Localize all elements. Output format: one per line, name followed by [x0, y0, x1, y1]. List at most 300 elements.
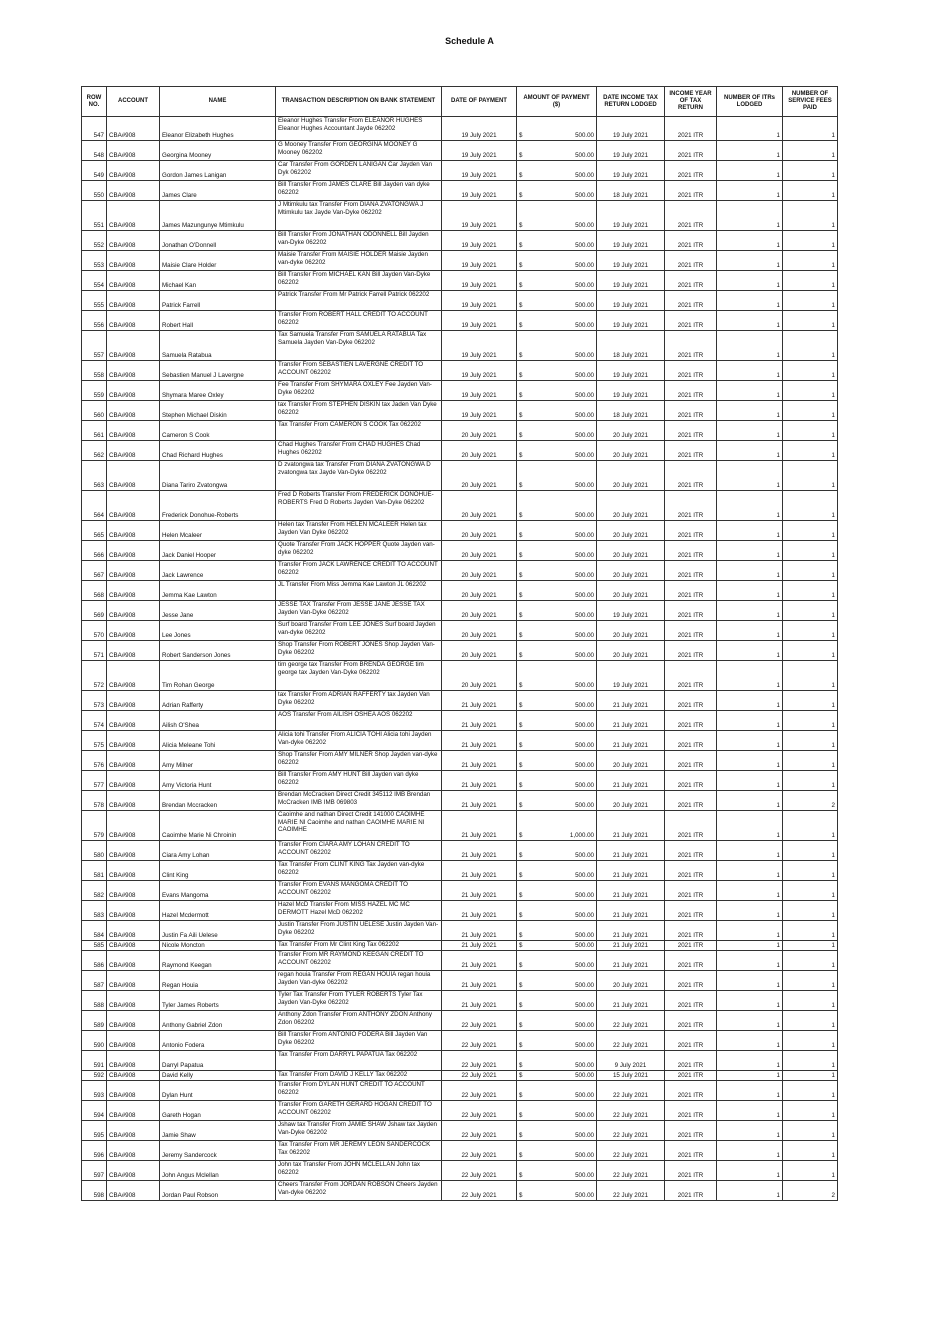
- lodged-date-cell: 20 July 2021: [597, 441, 665, 461]
- name-cell: Nicole Moncton: [160, 941, 276, 951]
- itrs-lodged-cell: 1: [717, 751, 783, 771]
- lodged-date-cell: 19 July 2021: [597, 161, 665, 181]
- description-cell: tim george tax Transfer From BRENDA GEORGE tim george tax Jayden Van-Dyke 062202: [276, 661, 442, 691]
- amount-value: 500.00: [575, 512, 594, 520]
- table-row: [82, 641, 838, 661]
- account-cell: CBA#908: [107, 711, 160, 731]
- row-number: 579: [82, 811, 107, 841]
- table-row: [82, 811, 838, 841]
- name-cell: Justin Fa Aili Uelese: [160, 921, 276, 941]
- name-cell: Regan Houia: [160, 971, 276, 991]
- payment-date-cell: 20 July 2021: [442, 641, 517, 661]
- name-cell: James Clare: [160, 181, 276, 201]
- header-name: NAME: [160, 87, 276, 117]
- service-fees-cell: 1: [783, 1101, 838, 1121]
- currency-symbol: $: [519, 652, 523, 660]
- name-cell: Gordon James Lanigan: [160, 161, 276, 181]
- amount-value: 500.00: [575, 962, 594, 970]
- itrs-lodged-cell: 1: [717, 971, 783, 991]
- amount-value: 500.00: [575, 892, 594, 900]
- account-cell: CBA#908: [107, 791, 160, 811]
- income-year-cell: 2021 ITR: [665, 601, 717, 621]
- itrs-lodged-cell: 1: [717, 691, 783, 711]
- itrs-lodged-cell: 1: [717, 1011, 783, 1031]
- account-cell: CBA#908: [107, 811, 160, 841]
- lodged-date-cell: 22 July 2021: [597, 1181, 665, 1201]
- service-fees-cell: 1: [783, 901, 838, 921]
- row-number: 575: [82, 731, 107, 751]
- account-cell: CBA#908: [107, 1161, 160, 1181]
- service-fees-cell: 1: [783, 621, 838, 641]
- payment-date-cell: 19 July 2021: [442, 231, 517, 251]
- lodged-date-cell: 9 July 2021: [597, 1051, 665, 1071]
- service-fees-cell: 1: [783, 991, 838, 1011]
- payment-date-cell: 20 July 2021: [442, 661, 517, 691]
- amount-cell: [517, 141, 597, 161]
- account-cell: CBA#908: [107, 251, 160, 271]
- row-number: 551: [82, 201, 107, 231]
- table-row: [82, 921, 838, 941]
- amount-value: 500.00: [575, 572, 594, 580]
- lodged-date-cell: 19 July 2021: [597, 141, 665, 161]
- row-number: 547: [82, 117, 107, 141]
- service-fees-cell: 1: [783, 1161, 838, 1181]
- service-fees-cell: 1: [783, 921, 838, 941]
- row-number: 561: [82, 421, 107, 441]
- amount-cell: [517, 841, 597, 861]
- account-cell: CBA#908: [107, 271, 160, 291]
- payment-date-cell: 21 July 2021: [442, 951, 517, 971]
- lodged-date-cell: 22 July 2021: [597, 1031, 665, 1051]
- service-fees-cell: 1: [783, 811, 838, 841]
- lodged-date-cell: 20 July 2021: [597, 641, 665, 661]
- table-row: [82, 201, 838, 231]
- amount-cell: [517, 1121, 597, 1141]
- income-year-cell: 2021 ITR: [665, 271, 717, 291]
- currency-symbol: $: [519, 1092, 523, 1100]
- income-year-cell: 2021 ITR: [665, 731, 717, 751]
- name-cell: Hazel Mcdermott: [160, 901, 276, 921]
- income-year-cell: 2021 ITR: [665, 861, 717, 881]
- itrs-lodged-cell: 1: [717, 161, 783, 181]
- currency-symbol: $: [519, 872, 523, 880]
- service-fees-cell: 1: [783, 751, 838, 771]
- header-service-fees: NUMBER OF SERVICE FEES PAID: [783, 87, 838, 117]
- service-fees-cell: 1: [783, 1031, 838, 1051]
- itrs-lodged-cell: 1: [717, 401, 783, 421]
- row-number: 581: [82, 861, 107, 881]
- account-cell: CBA#908: [107, 771, 160, 791]
- amount-value: 500.00: [575, 262, 594, 270]
- name-cell: Ailish O'Shea: [160, 711, 276, 731]
- currency-symbol: $: [519, 282, 523, 290]
- payment-date-cell: 21 July 2021: [442, 921, 517, 941]
- service-fees-cell: 2: [783, 1181, 838, 1201]
- description-cell: Surf board Transfer From LEE JONES Surf board Jayden van-dyke 062202: [276, 621, 442, 641]
- lodged-date-cell: 21 July 2021: [597, 941, 665, 951]
- lodged-date-cell: 21 July 2021: [597, 991, 665, 1011]
- income-year-cell: 2021 ITR: [665, 381, 717, 401]
- header-amount: AMOUNT OF PAYMENT ($): [517, 87, 597, 117]
- description-cell: Bill Transfer From ANTONIO FODERA Bill Jayden Van Dyke 062202: [276, 1031, 442, 1051]
- name-cell: Georgina Mooney: [160, 141, 276, 161]
- currency-symbol: $: [519, 742, 523, 750]
- amount-cell: [517, 1101, 597, 1121]
- description-cell: Cheers Transfer From JORDAN ROBSON Cheers Jayden Van-dyke 062202: [276, 1181, 442, 1201]
- name-cell: Adrian Rafferty: [160, 691, 276, 711]
- amount-cell: [517, 1081, 597, 1101]
- table-row: [82, 181, 838, 201]
- row-number: 562: [82, 441, 107, 461]
- service-fees-cell: 1: [783, 161, 838, 181]
- lodged-date-cell: 20 July 2021: [597, 541, 665, 561]
- itrs-lodged-cell: 1: [717, 661, 783, 691]
- income-year-cell: 2021 ITR: [665, 521, 717, 541]
- amount-cell: [517, 401, 597, 421]
- name-cell: Jack Daniel Hooper: [160, 541, 276, 561]
- amount-value: 500.00: [575, 852, 594, 860]
- income-year-cell: 2021 ITR: [665, 901, 717, 921]
- row-number: 596: [82, 1141, 107, 1161]
- payment-date-cell: 21 July 2021: [442, 881, 517, 901]
- currency-symbol: $: [519, 532, 523, 540]
- row-number: 597: [82, 1161, 107, 1181]
- row-number: 566: [82, 541, 107, 561]
- currency-symbol: $: [519, 262, 523, 270]
- amount-cell: [517, 541, 597, 561]
- amount-value: 500.00: [575, 242, 594, 250]
- itrs-lodged-cell: 1: [717, 921, 783, 941]
- amount-value: 500.00: [575, 302, 594, 310]
- itrs-lodged-cell: 1: [717, 461, 783, 491]
- payment-date-cell: 22 July 2021: [442, 1161, 517, 1181]
- amount-value: 500.00: [575, 652, 594, 660]
- itrs-lodged-cell: 1: [717, 1051, 783, 1071]
- description-cell: Fred D Roberts Transfer From FREDERICK DONOHUE-ROBERTS Fred D Roberts Jayden Van-Dyke 062202: [276, 491, 442, 521]
- income-year-cell: 2021 ITR: [665, 1011, 717, 1031]
- account-cell: CBA#908: [107, 1031, 160, 1051]
- account-cell: CBA#908: [107, 291, 160, 311]
- name-cell: John Angus Mclellan: [160, 1161, 276, 1181]
- service-fees-cell: 1: [783, 491, 838, 521]
- row-number: 587: [82, 971, 107, 991]
- service-fees-cell: 1: [783, 331, 838, 361]
- account-cell: CBA#908: [107, 921, 160, 941]
- row-number: 586: [82, 951, 107, 971]
- amount-value: 500.00: [575, 282, 594, 290]
- income-year-cell: 2021 ITR: [665, 1031, 717, 1051]
- description-cell: Tax Transfer From DAVID J KELLY Tax 062202: [276, 1071, 442, 1081]
- table-row: [82, 491, 838, 521]
- amount-cell: [517, 1071, 597, 1081]
- row-number: 573: [82, 691, 107, 711]
- amount-cell: [517, 311, 597, 331]
- header-account: ACCOUNT: [107, 87, 160, 117]
- itrs-lodged-cell: 1: [717, 711, 783, 731]
- income-year-cell: 2021 ITR: [665, 621, 717, 641]
- account-cell: CBA#908: [107, 941, 160, 951]
- itrs-lodged-cell: 1: [717, 841, 783, 861]
- amount-cell: [517, 811, 597, 841]
- income-year-cell: 2021 ITR: [665, 971, 717, 991]
- account-cell: CBA#908: [107, 971, 160, 991]
- amount-cell: [517, 921, 597, 941]
- table-row: [82, 421, 838, 441]
- itrs-lodged-cell: 1: [717, 941, 783, 951]
- page-title: Schedule A: [445, 36, 494, 46]
- payment-date-cell: 21 July 2021: [442, 941, 517, 951]
- description-cell: Transfer From SEBASTIEN LAVERGNE CREDIT TO ACCOUNT 062202: [276, 361, 442, 381]
- row-number: 589: [82, 1011, 107, 1031]
- itrs-lodged-cell: 1: [717, 201, 783, 231]
- lodged-date-cell: 21 July 2021: [597, 811, 665, 841]
- payment-date-cell: 20 July 2021: [442, 561, 517, 581]
- name-cell: Tim Rohan George: [160, 661, 276, 691]
- table-row: [82, 791, 838, 811]
- amount-cell: [517, 1161, 597, 1181]
- currency-symbol: $: [519, 832, 523, 840]
- service-fees-cell: 1: [783, 421, 838, 441]
- currency-symbol: $: [519, 1022, 523, 1030]
- payment-date-cell: 22 July 2021: [442, 1031, 517, 1051]
- amount-value: 500.00: [575, 152, 594, 160]
- lodged-date-cell: 19 July 2021: [597, 311, 665, 331]
- name-cell: Amy Milner: [160, 751, 276, 771]
- row-number: 570: [82, 621, 107, 641]
- amount-cell: [517, 491, 597, 521]
- description-cell: Caoimhe and nathan Direct Credit 141000 CAOIMHE MARIE NI Caoimhe and nathan CAOIMHE MARIE NI CAOIMHE: [276, 811, 442, 841]
- currency-symbol: $: [519, 1112, 523, 1120]
- amount-value: 500.00: [575, 612, 594, 620]
- service-fees-cell: 1: [783, 231, 838, 251]
- lodged-date-cell: 19 July 2021: [597, 117, 665, 141]
- payment-date-cell: 19 July 2021: [442, 117, 517, 141]
- income-year-cell: 2021 ITR: [665, 161, 717, 181]
- row-number: 583: [82, 901, 107, 921]
- row-number: 590: [82, 1031, 107, 1051]
- table-row: [82, 751, 838, 771]
- amount-cell: [517, 461, 597, 491]
- name-cell: Chad Richard Hughes: [160, 441, 276, 461]
- description-cell: Patrick Transfer From Mr Patrick Farrell Patrick 062202: [276, 291, 442, 311]
- itrs-lodged-cell: 1: [717, 1181, 783, 1201]
- service-fees-cell: 1: [783, 861, 838, 881]
- table-row: [82, 621, 838, 641]
- lodged-date-cell: 21 July 2021: [597, 731, 665, 751]
- table-row: [82, 381, 838, 401]
- income-year-cell: 2021 ITR: [665, 771, 717, 791]
- description-cell: Bill Transfer From JONATHAN ODONNELL Bill Jayden van-Dyke 062202: [276, 231, 442, 251]
- account-cell: CBA#908: [107, 621, 160, 641]
- payment-date-cell: 21 July 2021: [442, 791, 517, 811]
- table-row: [82, 1161, 838, 1181]
- account-cell: CBA#908: [107, 1101, 160, 1121]
- service-fees-cell: 1: [783, 381, 838, 401]
- income-year-cell: 2021 ITR: [665, 361, 717, 381]
- currency-symbol: $: [519, 762, 523, 770]
- account-cell: CBA#908: [107, 901, 160, 921]
- lodged-date-cell: 20 July 2021: [597, 461, 665, 491]
- lodged-date-cell: 20 July 2021: [597, 621, 665, 641]
- table-row: [82, 971, 838, 991]
- income-year-cell: 2021 ITR: [665, 581, 717, 601]
- row-number: 572: [82, 661, 107, 691]
- description-cell: Bill Transfer From JAMES CLARE Bill Jayden van dyke 062202: [276, 181, 442, 201]
- currency-symbol: $: [519, 432, 523, 440]
- payment-date-cell: 21 July 2021: [442, 771, 517, 791]
- table-row: [82, 581, 838, 601]
- account-cell: CBA#908: [107, 1121, 160, 1141]
- payment-date-cell: 22 July 2021: [442, 1141, 517, 1161]
- service-fees-cell: 1: [783, 1051, 838, 1071]
- name-cell: Robert Sanderson Jones: [160, 641, 276, 661]
- description-cell: Transfer From JACK LAWRENCE CREDIT TO ACCOUNT 062202: [276, 561, 442, 581]
- payment-date-cell: 19 July 2021: [442, 291, 517, 311]
- amount-cell: [517, 991, 597, 1011]
- itrs-lodged-cell: 1: [717, 561, 783, 581]
- income-year-cell: 2021 ITR: [665, 941, 717, 951]
- itrs-lodged-cell: 1: [717, 861, 783, 881]
- service-fees-cell: 1: [783, 731, 838, 751]
- amount-cell: [517, 251, 597, 271]
- name-cell: Helen Mcaleer: [160, 521, 276, 541]
- table-row: [82, 311, 838, 331]
- itrs-lodged-cell: 1: [717, 331, 783, 361]
- table-row: [82, 541, 838, 561]
- account-cell: CBA#908: [107, 1181, 160, 1201]
- currency-symbol: $: [519, 392, 523, 400]
- table-row: [82, 771, 838, 791]
- service-fees-cell: 1: [783, 441, 838, 461]
- table-row: [82, 117, 838, 141]
- name-cell: Jeremy Sandercock: [160, 1141, 276, 1161]
- currency-symbol: $: [519, 702, 523, 710]
- row-number: 555: [82, 291, 107, 311]
- itrs-lodged-cell: 1: [717, 1141, 783, 1161]
- description-cell: Shop Transfer From ROBERT JONES Shop Jayden Van-Dyke 062202: [276, 641, 442, 661]
- lodged-date-cell: 19 July 2021: [597, 381, 665, 401]
- amount-cell: [517, 661, 597, 691]
- service-fees-cell: 1: [783, 881, 838, 901]
- amount-value: 500.00: [575, 762, 594, 770]
- account-cell: CBA#908: [107, 491, 160, 521]
- table-row: [82, 441, 838, 461]
- description-cell: John tax Transfer From JOHN MCLELLAN John tax 062202: [276, 1161, 442, 1181]
- name-cell: Jesse Jane: [160, 601, 276, 621]
- income-year-cell: 2021 ITR: [665, 661, 717, 691]
- itrs-lodged-cell: 1: [717, 901, 783, 921]
- row-number: 565: [82, 521, 107, 541]
- name-cell: Brendan Mccracken: [160, 791, 276, 811]
- currency-symbol: $: [519, 482, 523, 490]
- service-fees-cell: 1: [783, 311, 838, 331]
- currency-symbol: $: [519, 572, 523, 580]
- lodged-date-cell: 21 July 2021: [597, 901, 665, 921]
- currency-symbol: $: [519, 1152, 523, 1160]
- account-cell: CBA#908: [107, 661, 160, 691]
- name-cell: Patrick Farrell: [160, 291, 276, 311]
- account-cell: CBA#908: [107, 331, 160, 361]
- payment-date-cell: 19 July 2021: [442, 271, 517, 291]
- itrs-lodged-cell: 1: [717, 791, 783, 811]
- name-cell: Darryl Papatua: [160, 1051, 276, 1071]
- account-cell: CBA#908: [107, 1141, 160, 1161]
- account-cell: CBA#908: [107, 951, 160, 971]
- service-fees-cell: 1: [783, 361, 838, 381]
- itrs-lodged-cell: 1: [717, 1161, 783, 1181]
- lodged-date-cell: 19 July 2021: [597, 231, 665, 251]
- payment-date-cell: 19 July 2021: [442, 251, 517, 271]
- income-year-cell: 2021 ITR: [665, 561, 717, 581]
- amount-cell: [517, 581, 597, 601]
- currency-symbol: $: [519, 552, 523, 560]
- service-fees-cell: 1: [783, 1081, 838, 1101]
- itrs-lodged-cell: 1: [717, 811, 783, 841]
- row-number: 584: [82, 921, 107, 941]
- table-row: [82, 691, 838, 711]
- currency-symbol: $: [519, 782, 523, 790]
- income-year-cell: 2021 ITR: [665, 1081, 717, 1101]
- service-fees-cell: 1: [783, 401, 838, 421]
- itrs-lodged-cell: 1: [717, 291, 783, 311]
- service-fees-cell: 1: [783, 1121, 838, 1141]
- amount-cell: [517, 951, 597, 971]
- description-cell: Tax Transfer From Mr Clint King Tax 062202: [276, 941, 442, 951]
- lodged-date-cell: 21 July 2021: [597, 771, 665, 791]
- table-row: [82, 1101, 838, 1121]
- row-number: 564: [82, 491, 107, 521]
- payment-date-cell: 20 July 2021: [442, 441, 517, 461]
- income-year-cell: 2021 ITR: [665, 811, 717, 841]
- service-fees-cell: 1: [783, 641, 838, 661]
- payment-date-cell: 21 July 2021: [442, 711, 517, 731]
- itrs-lodged-cell: 1: [717, 731, 783, 751]
- amount-value: 500.00: [575, 132, 594, 140]
- payment-date-cell: 20 July 2021: [442, 581, 517, 601]
- income-year-cell: 2021 ITR: [665, 1051, 717, 1071]
- table-row: [82, 331, 838, 361]
- income-year-cell: 2021 ITR: [665, 641, 717, 661]
- amount-cell: [517, 861, 597, 881]
- table-row: [82, 951, 838, 971]
- amount-value: 500.00: [575, 1132, 594, 1140]
- currency-symbol: $: [519, 452, 523, 460]
- payment-date-cell: 21 July 2021: [442, 811, 517, 841]
- amount-value: 500.00: [575, 982, 594, 990]
- description-cell: Eleanor Hughes Transfer From ELEANOR HUGHES Eleanor Hughes Accountant Jayde 062202: [276, 117, 442, 141]
- account-cell: CBA#908: [107, 561, 160, 581]
- account-cell: CBA#908: [107, 441, 160, 461]
- itrs-lodged-cell: 1: [717, 951, 783, 971]
- itrs-lodged-cell: 1: [717, 141, 783, 161]
- amount-value: 500.00: [575, 872, 594, 880]
- payment-date-cell: 22 July 2021: [442, 1121, 517, 1141]
- name-cell: Jack Lawrence: [160, 561, 276, 581]
- amount-cell: [517, 291, 597, 311]
- account-cell: CBA#908: [107, 141, 160, 161]
- amount-value: 500.00: [575, 1022, 594, 1030]
- lodged-date-cell: 19 July 2021: [597, 201, 665, 231]
- header-income-year: INCOME YEAR OF TAX RETURN: [665, 87, 717, 117]
- amount-cell: [517, 601, 597, 621]
- account-cell: CBA#908: [107, 1011, 160, 1031]
- itrs-lodged-cell: 1: [717, 491, 783, 521]
- itrs-lodged-cell: 1: [717, 1101, 783, 1121]
- currency-symbol: $: [519, 682, 523, 690]
- itrs-lodged-cell: 1: [717, 1071, 783, 1081]
- amount-value: 500.00: [575, 172, 594, 180]
- account-cell: CBA#908: [107, 991, 160, 1011]
